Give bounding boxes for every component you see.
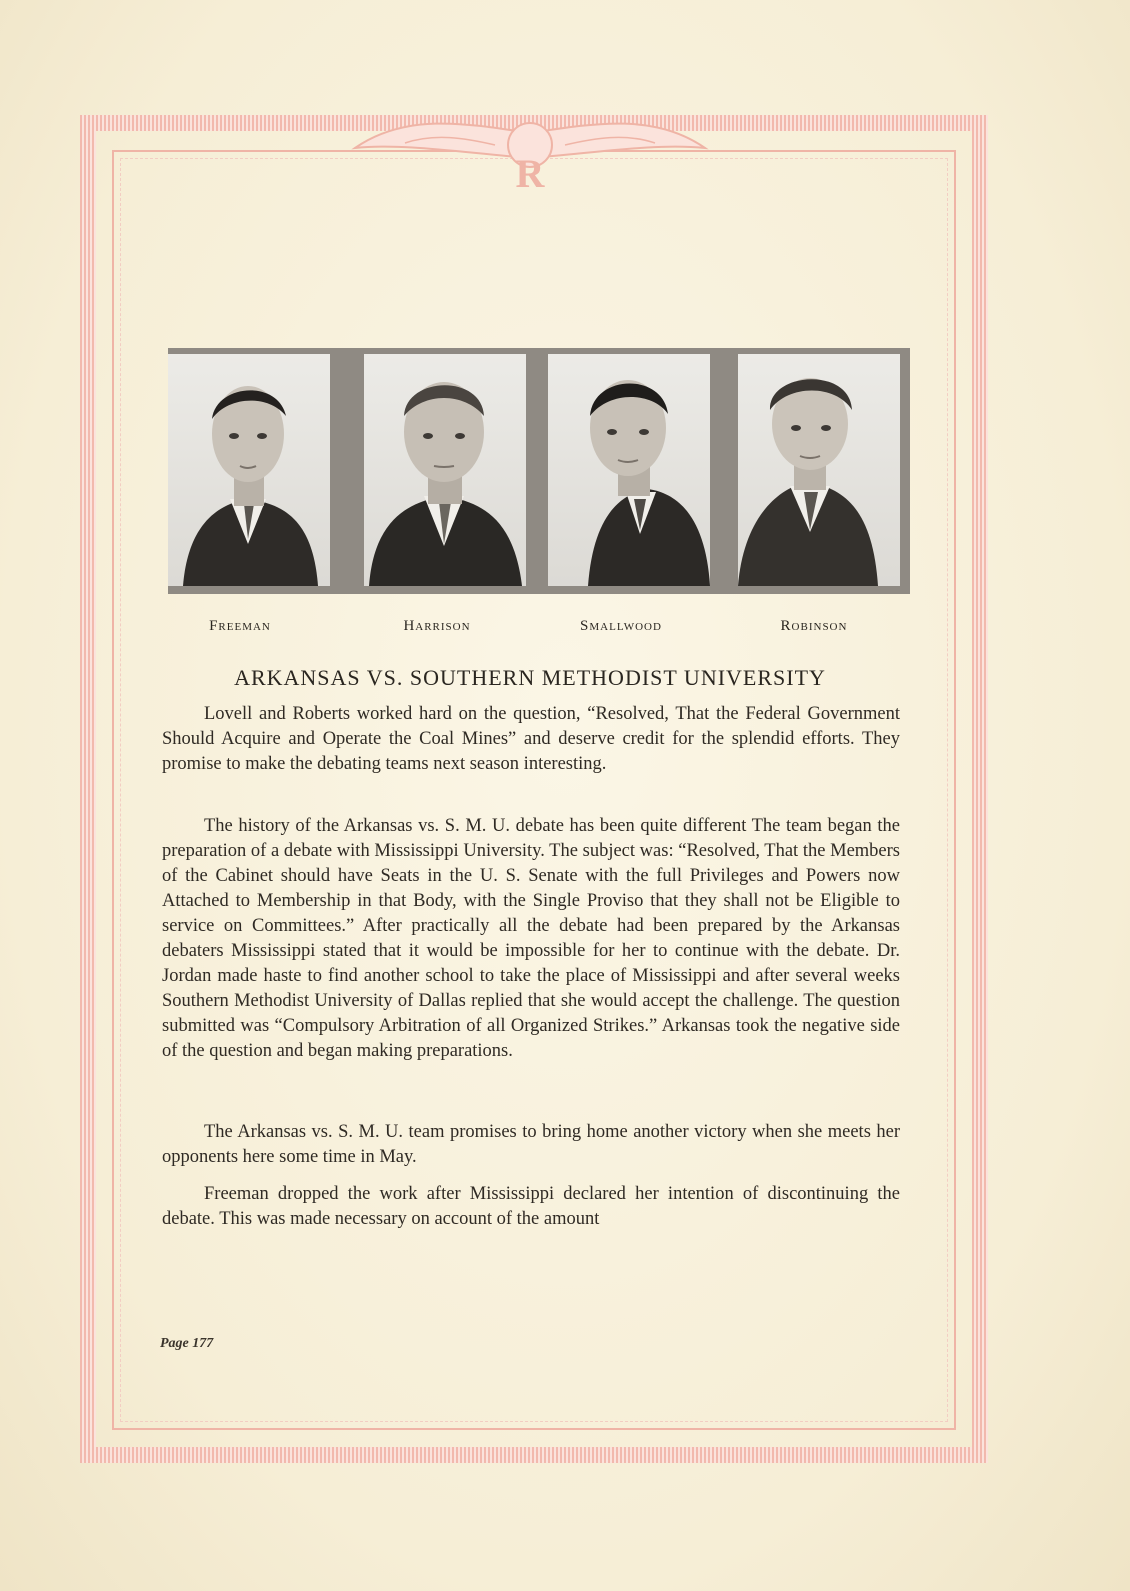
portrait-figure [168,354,330,586]
article-body [162,702,900,777]
article-body-2 [162,814,900,1064]
paragraph-1: Lovell and Roberts worked hard on the question, “Resolved, That the Federal Government Should Acquire and Operate the Coal Mines” and deserve credit for the splendid efforts. They promise to make the debating teams next season interesting. [162,704,900,774]
portrait-robinson [738,354,900,586]
caption-freeman: Freeman [209,618,271,634]
paragraph-3: The Arkansas vs. S. M. U. team promises to bring home another victory when she meets her opponents here some time in May. [162,1122,900,1167]
portrait-figure [364,354,526,586]
portrait-freeman [168,354,330,586]
portrait-strip [168,348,910,594]
razorback-crest-ornament [345,103,715,193]
caption-robinson: Robinson [780,618,848,634]
portrait-harrison [364,354,526,586]
svg-text:R: R [515,151,545,193]
caption-harrison: Harrison [403,618,471,634]
article-body-3 [162,1120,900,1170]
article-title: ARKANSAS VS. SOUTHERN METHODIST UNIVERSITY [234,665,826,690]
portrait-figure [548,354,710,586]
portrait-figure [738,354,900,586]
caption-smallwood: Smallwood [580,618,662,634]
portrait-smallwood [548,354,710,586]
page-number: Page 177 [160,1336,214,1351]
paragraph-2: The history of the Arkansas vs. S. M. U. debate has been quite different The team began the preparation of a debate with Mississippi University. The subject was: “Resolved, That the Members of the Cabinet should have Seats in the U. S. Senate with the full Privileges and Powers now Attached to Membership in that Body, with the Single Proviso that they shall not be Eligible to service on Committees.” After practically all the debate had been prepared by the Arkansas debaters Mississippi stated that it would be impossible for her to continue with the debate. Dr. Jordan made haste to find another school to take the place of Mississippi and after several weeks Southern Methodist University of Dallas replied that she would accept the challenge. The question submitted was “Compulsory Arbitration of all Organized Strikes.” Arkansas took the negative side of the question and began making preparations. [162,816,900,1061]
paragraph-4: Freeman dropped the work after Mississippi declared her intention of discontinuing the debate. This was made necessary on account of the amount [162,1184,900,1229]
article-body-4 [162,1182,900,1232]
